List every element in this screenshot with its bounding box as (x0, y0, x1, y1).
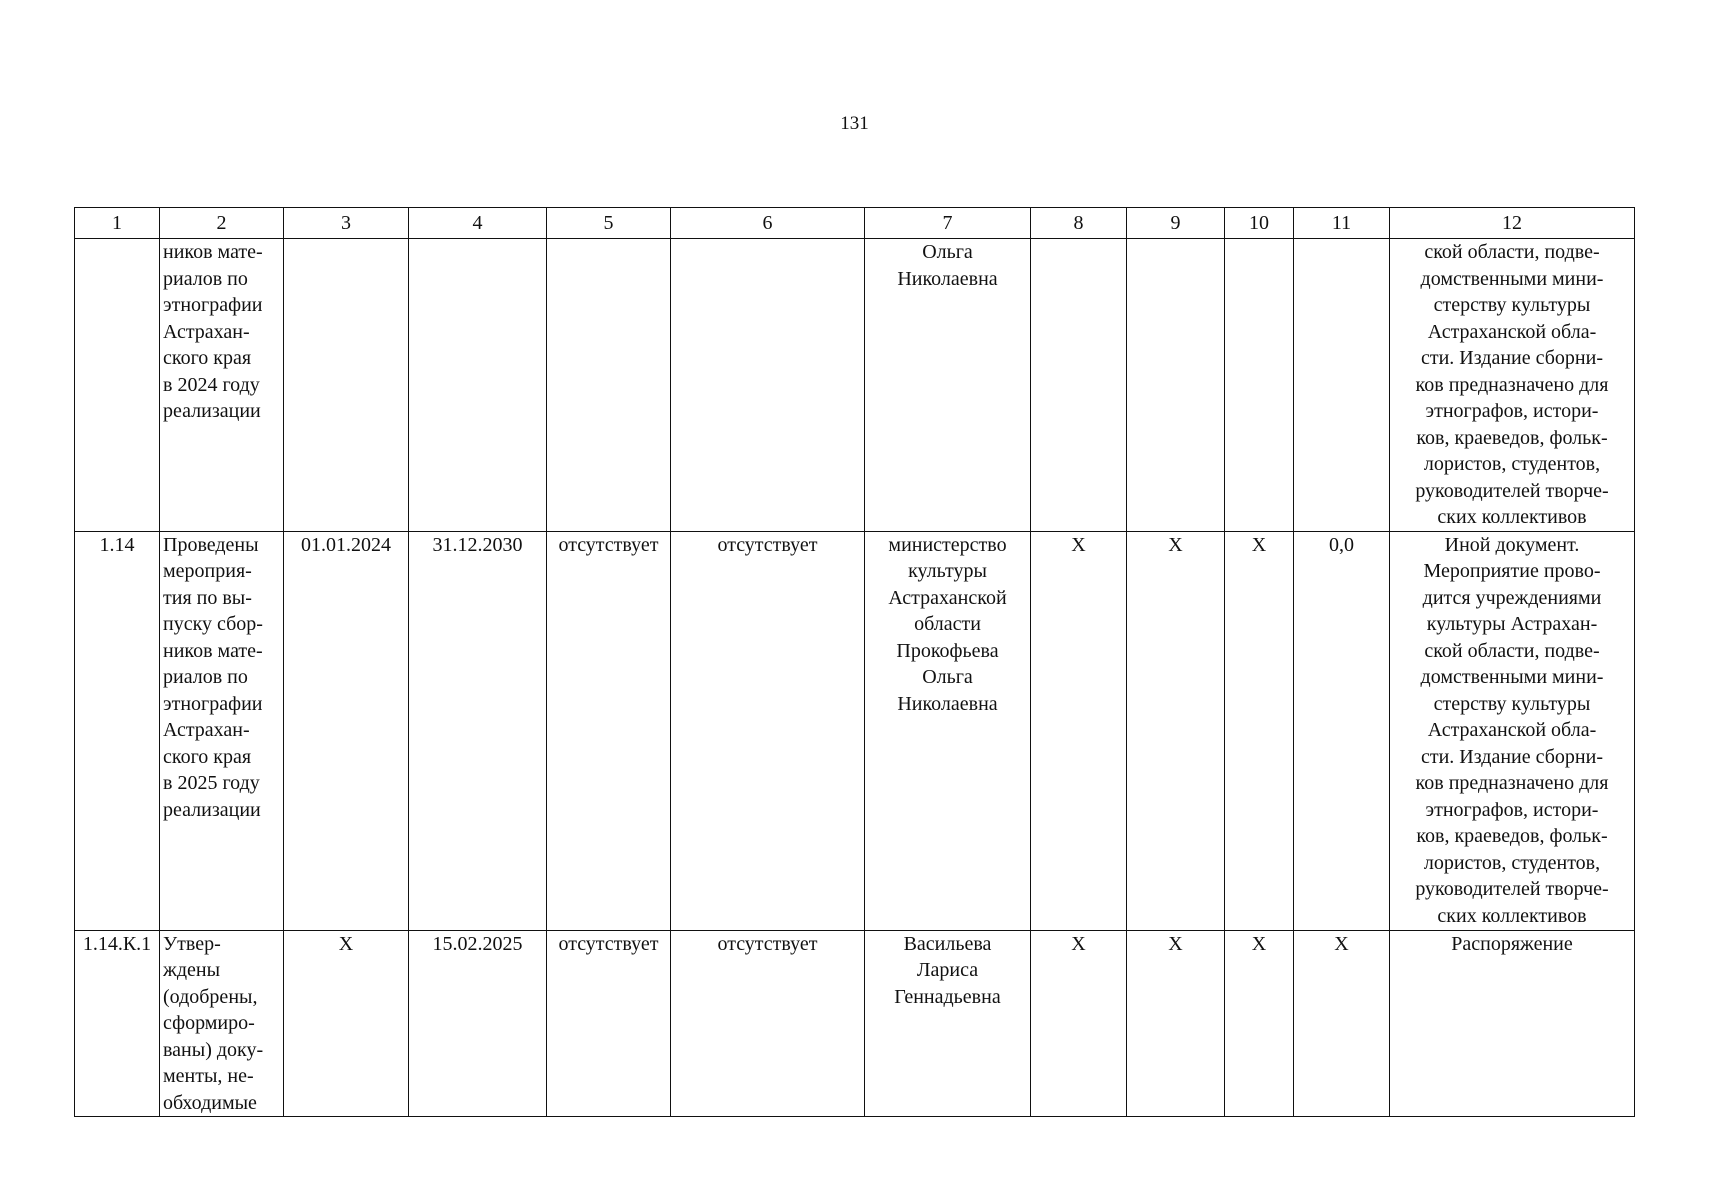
cell-col6 (671, 239, 865, 532)
cell-number (75, 239, 160, 532)
cell-col8: X (1031, 930, 1127, 1117)
column-header: 8 (1031, 208, 1127, 239)
cell-end-date (409, 239, 547, 532)
column-header: 11 (1294, 208, 1390, 239)
cell-responsible: Ольга Николаевна (865, 239, 1031, 532)
cell-description: Утвер- ждены (одобрены, сформиро- ваны) доку- менты, не- обходимые (160, 930, 284, 1117)
cell-col11: X (1294, 930, 1390, 1117)
table-row (75, 930, 1635, 1117)
column-header: 6 (671, 208, 865, 239)
cell-description: Проведены мероприя- тия по вы- пуску сбор- ников мате- риалов по этнографии Астрахан- ского края в 2025 году реализации (160, 531, 284, 930)
cell-col9 (1127, 239, 1225, 532)
table-row (75, 239, 1635, 532)
cell-end-date: 15.02.2025 (409, 930, 547, 1117)
cell-col11: 0,0 (1294, 531, 1390, 930)
cell-start-date (284, 239, 409, 532)
cell-description: ников мате- риалов по этнографии Астрахан- ского края в 2024 году реализации (160, 239, 284, 532)
cell-note: Иной документ. Мероприятие прово- дится учреждениями культуры Астрахан- ской области, подве- домственными мини- стерству культуры Астраханской обла- сти. Издание сборни- ков предназначено для этнографов, истори- ков, краеведов, фольк- лористов, студентов, руководителей творче- ских коллективов (1390, 531, 1635, 930)
column-header: 7 (865, 208, 1031, 239)
cell-col8 (1031, 239, 1127, 532)
cell-number: 1.14 (75, 531, 160, 930)
table-row (75, 531, 1635, 930)
cell-end-date: 31.12.2030 (409, 531, 547, 930)
column-header: 4 (409, 208, 547, 239)
cell-col10 (1225, 239, 1294, 532)
cell-col6: отсутствует (671, 930, 865, 1117)
cell-col10: X (1225, 930, 1294, 1117)
column-header: 9 (1127, 208, 1225, 239)
header-row (75, 208, 1635, 239)
cell-col5: отсутствует (547, 930, 671, 1117)
cell-number: 1.14.К.1 (75, 930, 160, 1117)
cell-col9: X (1127, 531, 1225, 930)
column-header: 1 (75, 208, 160, 239)
data-table (74, 207, 1635, 1117)
cell-note: ской области, подве- домственными мини- стерству культуры Астраханской обла- сти. Издание сборни- ков предназначено для этнографов, истори- ков, краеведов, фольк- лористов, студентов, руководителей творче- ских коллективов (1390, 239, 1635, 532)
column-header: 5 (547, 208, 671, 239)
cell-col6: отсутствует (671, 531, 865, 930)
column-header: 2 (160, 208, 284, 239)
cell-col9: X (1127, 930, 1225, 1117)
column-header: 10 (1225, 208, 1294, 239)
cell-note: Распоряжение (1390, 930, 1635, 1117)
cell-start-date: 01.01.2024 (284, 531, 409, 930)
page-number: 131 (840, 113, 869, 134)
cell-col5: отсутствует (547, 531, 671, 930)
cell-start-date: X (284, 930, 409, 1117)
column-header: 12 (1390, 208, 1635, 239)
cell-col10: X (1225, 531, 1294, 930)
cell-col8: X (1031, 531, 1127, 930)
cell-responsible: министерство культуры Астраханской области Прокофьева Ольга Николаевна (865, 531, 1031, 930)
column-header: 3 (284, 208, 409, 239)
cell-responsible: Васильева Лариса Геннадьевна (865, 930, 1031, 1117)
cell-col11 (1294, 239, 1390, 532)
cell-col5 (547, 239, 671, 532)
